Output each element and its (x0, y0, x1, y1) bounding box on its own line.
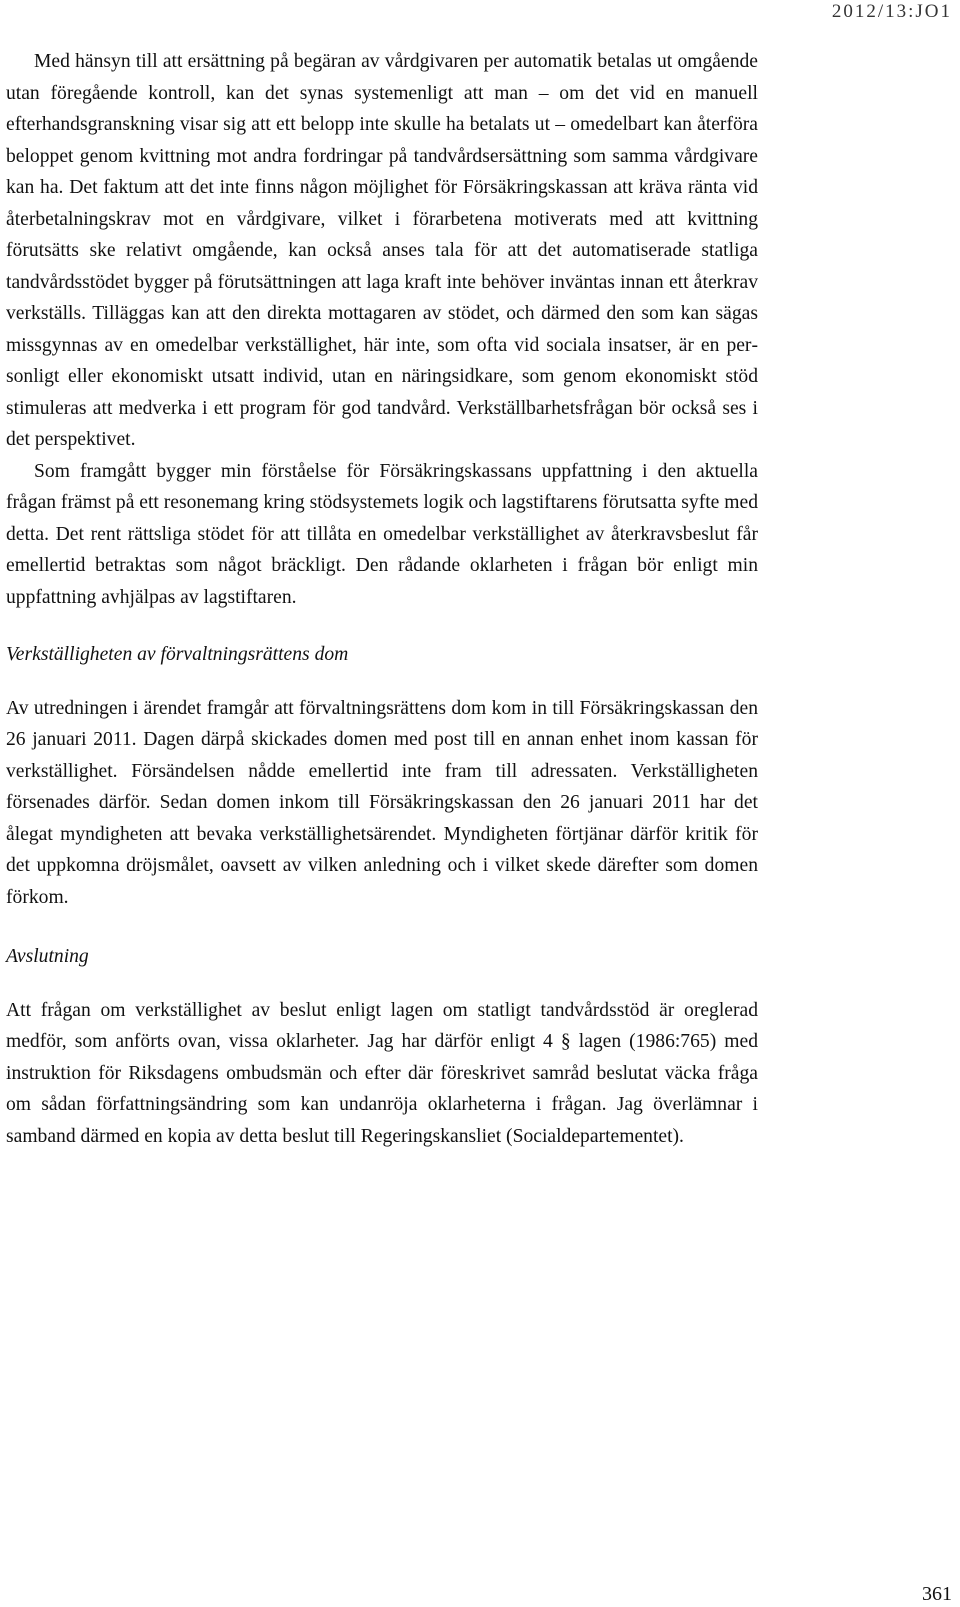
document-body (6, 46, 758, 1152)
page-number: 361 (922, 1583, 952, 1605)
paragraph-conclusion: Att frågan om verkställighet av beslut enligt lagen om statligt tandvårdsstöd är oreglerad medför, som anförts ovan, vissa oklarheter. Jag har därför enligt 4 § lagen (1986:765) med instruktion för Riksdagens ombudsmän och efter där föreskrivet samråd beslutat väcka fråga om sådan författningsändring som kan undanröja oklarheterna i frågan. Jag överlämnar i samband därmed en kopia av detta beslut till Regeringskansliet (Socialdepartementet). (6, 999, 758, 1147)
paragraph-automatic-payment: Med hänsyn till att ersättning på begäran av vårdgivaren per automatik betalas ut omgående utan föregående kontroll, kan det synas systemenligt att man – om det vid en manuell efterhandsgranskning visar sig att ett belopp inte skulle ha betalats ut – omedelbart kan återföra beloppet genom kvittning mot andra fordringar på tandvårdsersättning som samma vårdgivare kan ha. Det faktum att det inte finns någon möjlighet för Försäkringskassan att kräva ränta vid återbetalningskrav mot en vårdgivare, vilket i förarbetena motiverats med att kvittning förutsätts ske relativt omgående, kan också anses tala för att det automatiserade statliga tandvårdsstödet bygger på förutsättningen att laga kraft inte behöver inväntas innan ett återkrav verkställs. Tilläggas kan att den direkta mottagaren av stödet, och därmed den som kan sägas missgynnas av en omedelbar verkställighet, här inte, som ofta vid sociala insatser, är en personligt eller ekonomiskt utsatt individ, utan en näringsidkare, som genom ekonomiskt stöd stimuleras att medverka i ett program för god tandvård. Verkställbarhetsfrågan bör också ses i det perspektivet. (6, 51, 758, 450)
paragraph-enforcement-delay: Av utredningen i ärendet framgår att förvaltningsrättens dom kom in till Försäkringskassan den 26 januari 2011. Dagen därpå skickades domen med post till en annan enhet inom kassan för verkställighet. Försändelsen nådde emellertid inte fram till adressaten. Verkställigheten försenades därför. Sedan domen inkom till Försäkringskassan den 26 januari 2011 har det ålegat myndigheten att bevaka verkställighetsärendet. Myndigheten förtjänar därför kritik för det uppkomna dröjsmålet, oavsett av vilken anledning och i vilket skede därefter som domen förkom. (6, 697, 758, 908)
paragraph-legislative-understanding: Som framgått bygger min förståelse för Försäkringskassans uppfattning i den aktuella frågan främst på ett resonemang kring stödsystemets logik och lagstiftarens förutsatta syfte med detta. Det rent rättsliga stödet för att tillåta en omedelbar verkställighet av återkravsbeslut får emellertid betraktas som något bräckligt. Den rådande oklarheten i frågan bör enligt min uppfattning avhjälpas av lagstiftaren. (6, 460, 758, 608)
section-heading-enforcement: Verkställigheten av förvaltningsrättens dom (6, 644, 349, 665)
section-heading-conclusion: Avslutning (6, 946, 89, 967)
document-reference: 2012/13:JO1 (831, 1, 952, 22)
